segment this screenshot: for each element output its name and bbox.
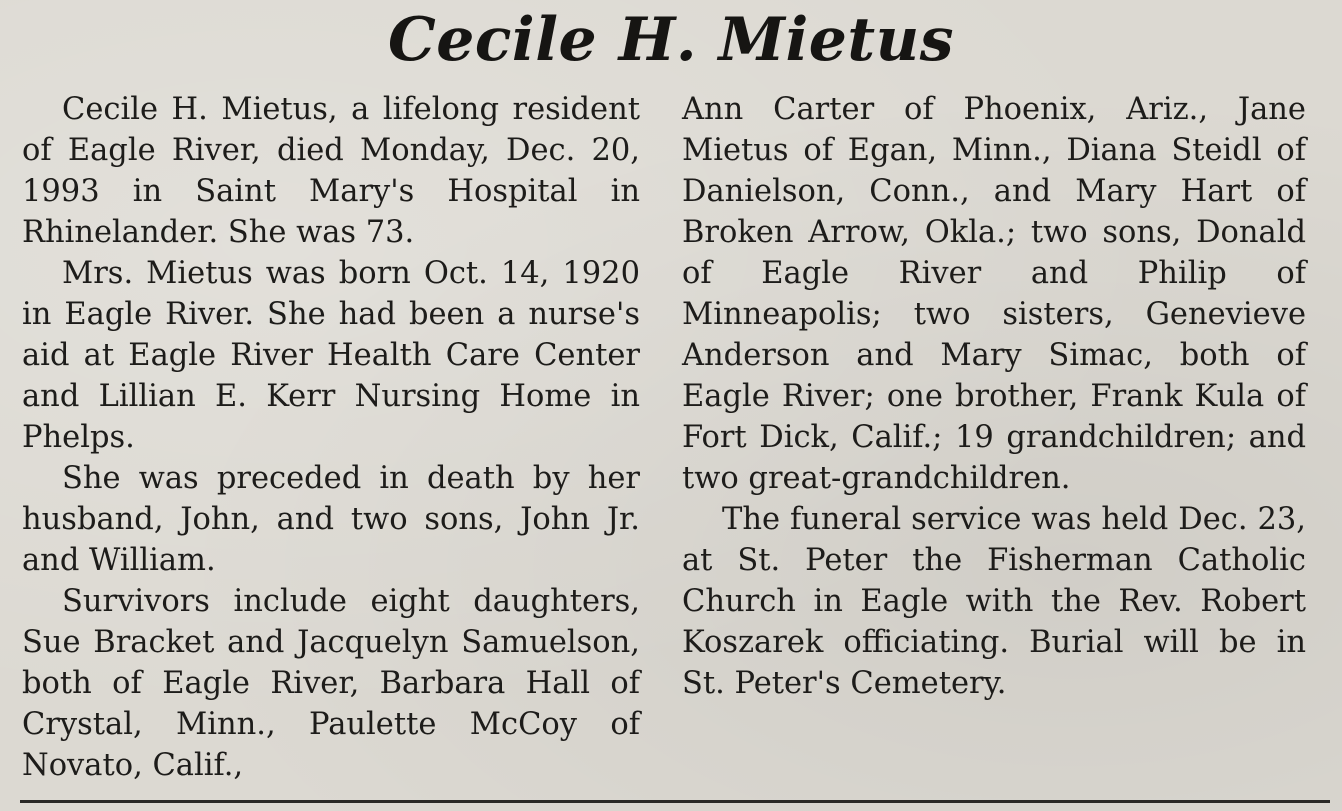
obituary-paragraph: She was preceded in death by her husband, John, and two sons, John Jr. and William. bbox=[22, 461, 640, 578]
obituary-paragraph: The funeral service was held Dec. 23, at St. Peter the Fisherman Catholic Church in Eagle with the Rev. Robert Koszarek officiating. Burial will be in St. Peter's Cemetery. bbox=[682, 502, 1306, 701]
obituary-paragraph-continued: Ann Carter of Phoenix, Ariz., Jane Mietus of Egan, Minn., Diana Steidl of Danielson, Conn., and Mary Hart of Broken Arrow, Okla.; two sons, Donald of Eagle River and Philip of Minneapolis; two sisters, Genevieve Anderson and Mary Simac, both of Eagle River; one brother, Frank Kula of Fort Dick, Calif.; 19 grandchildren; and two great-grandchildren. bbox=[682, 92, 1306, 496]
left-column bbox=[22, 89, 640, 786]
right-column bbox=[682, 89, 1306, 704]
obituary-paragraph: Mrs. Mietus was born Oct. 14, 1920 in Eagle River. She had been a nurse's aid at Eagle River Health Care Center and Lillian E. Kerr Nursing Home in Phelps. bbox=[22, 256, 640, 455]
obituary-paragraph: Survivors include eight daughters, Sue Bracket and Jacquelyn Samuelson, both of Eagle River, Barbara Hall of Crystal, Minn., Paulette McCoy of Novato, Calif., bbox=[22, 584, 640, 783]
bottom-rule-divider bbox=[20, 800, 1330, 803]
obituary-headline: Cecile H. Mietus bbox=[387, 5, 955, 75]
obituary-paragraph: Cecile H. Mietus, a lifelong resident of Eagle River, died Monday, Dec. 20, 1993 in Saint Mary's Hospital in Rhinelander. She was 73. bbox=[22, 92, 640, 250]
